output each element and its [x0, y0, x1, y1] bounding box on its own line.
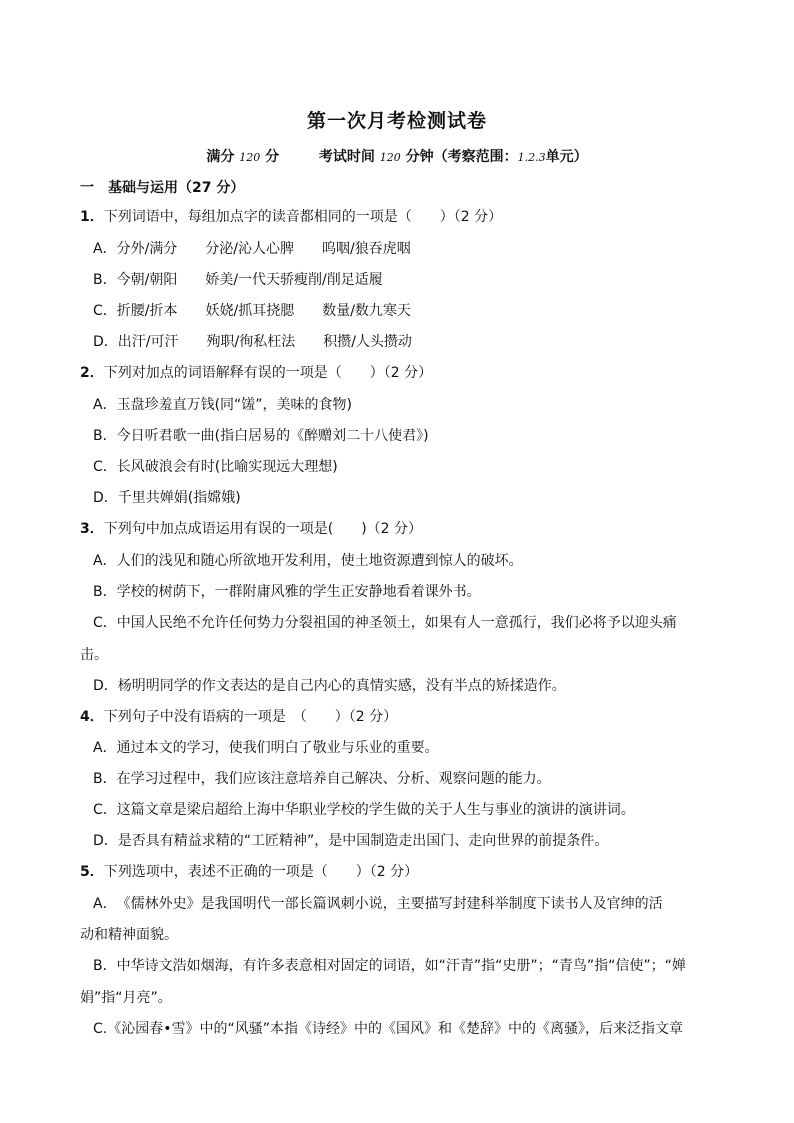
option-line: D．是否具有精益求精的“工匠精神”，是中国制造走出国门、走向世界的前提条件。	[93, 833, 609, 849]
time-label: 考试时间	[318, 149, 375, 165]
option-continuation: 击。	[80, 647, 108, 663]
question-stem: 2．下列对加点的词语解释有误的一项是（ ）（2 分）	[80, 365, 433, 381]
option-line: B．学校的树荫下，一群附庸风雅的学生正安静地看着课外书。	[93, 584, 481, 600]
time-unit: 分钟（考察范围：	[405, 149, 518, 165]
option-line: D．出汗/可汗 殉职/徇私枉法 积攒/人头攒动	[93, 334, 412, 350]
option-line: C.《沁园春•雪》中的“风骚”本指《诗经》中的《国风》和《楚辞》中的《离骚》，后来泛指文章	[93, 1021, 683, 1037]
question-stem: 1．下列词语中，每组加点字的读音都相同的一项是（ ）（2 分）	[80, 209, 503, 225]
option-line: B．今日听君歌一曲(指白居易的《醉赠刘二十八使君》)	[93, 428, 429, 444]
option-line: B．在学习过程中，我们应该注意培养自己解决、分析、观察问题的能力。	[93, 771, 551, 787]
question-stem: 3．下列句中加点成语运用有误的一项是( )（2 分）	[80, 521, 423, 537]
option-line: C．中国人民绝不允许任何势力分裂祖国的神圣领土，如果有人一意孤行，我们必将予以迎头痛	[93, 615, 677, 631]
option-line: A．人们的浅见和随心所欲地开发利用，使土地资源遭到惊人的破坏。	[93, 553, 523, 569]
scope-suffix: 单元）	[545, 149, 588, 165]
option-continuation: 娟”指“月亮”。	[80, 990, 172, 1006]
section-heading: 一 基础与运用（27 分）	[80, 180, 245, 196]
option-line: A．分外/满分 分泌/沁人心脾 呜咽/狼吞虎咽	[93, 241, 411, 257]
option-line: A． 《儒林外史》是我国明代一部长篇讽刺小说，主要描写封建科举制度下读书人及官绅的活	[93, 896, 663, 912]
question-stem: 5．下列选项中，表述不正确的一项是（ ）（2 分）	[80, 864, 419, 880]
question-stem: 4．下列句子中没有语病的一项是 （ ）（2 分）	[80, 709, 398, 725]
option-line: C．折腰/折本 妖娆/抓耳挠腮 数量/数九寒天	[93, 303, 411, 319]
question-number: 5．	[80, 864, 104, 880]
option-line: D．千里共婵娟(指嫦娥)	[93, 490, 241, 506]
question-number: 4．	[80, 709, 104, 725]
option-line: A．通过本文的学习，使我们明白了敬业与乐业的重要。	[93, 740, 439, 756]
option-line: A．玉盘珍羞直万钱(同“馐”，美味的食物)	[93, 397, 353, 413]
question-number: 1．	[80, 209, 104, 225]
option-line: D．杨明明同学的作文表达的是自己内心的真情实感，没有半点的矫揉造作。	[93, 678, 566, 694]
full-score-label: 满分	[206, 149, 235, 165]
question-number: 2．	[80, 365, 104, 381]
exam-subtitle	[0, 146, 794, 166]
option-continuation: 动和精神面貌。	[80, 927, 178, 943]
full-score-unit: 分	[265, 149, 280, 165]
full-score-value: 120	[239, 151, 261, 164]
option-line: C．长风破浪会有时(比喻实现远大理想)	[93, 459, 338, 475]
option-line: B．今朝/朝阳 娇美/一代天骄瘦削/削足适履	[93, 272, 383, 288]
scope-value: 1.2.3	[517, 151, 546, 164]
question-number: 3．	[80, 521, 104, 537]
option-line: C．这篇文章是梁启超给上海中华职业学校的学生做的关于人生与事业的演讲的演讲词。	[93, 802, 635, 818]
option-line: B．中华诗文浩如烟海，有许多表意相对固定的词语，如“汗青”指“史册”；“青鸟”指“信使”；“婵	[93, 958, 686, 974]
exam-title: 第一次月考检测试卷	[306, 110, 487, 132]
time-value: 120	[379, 151, 401, 164]
